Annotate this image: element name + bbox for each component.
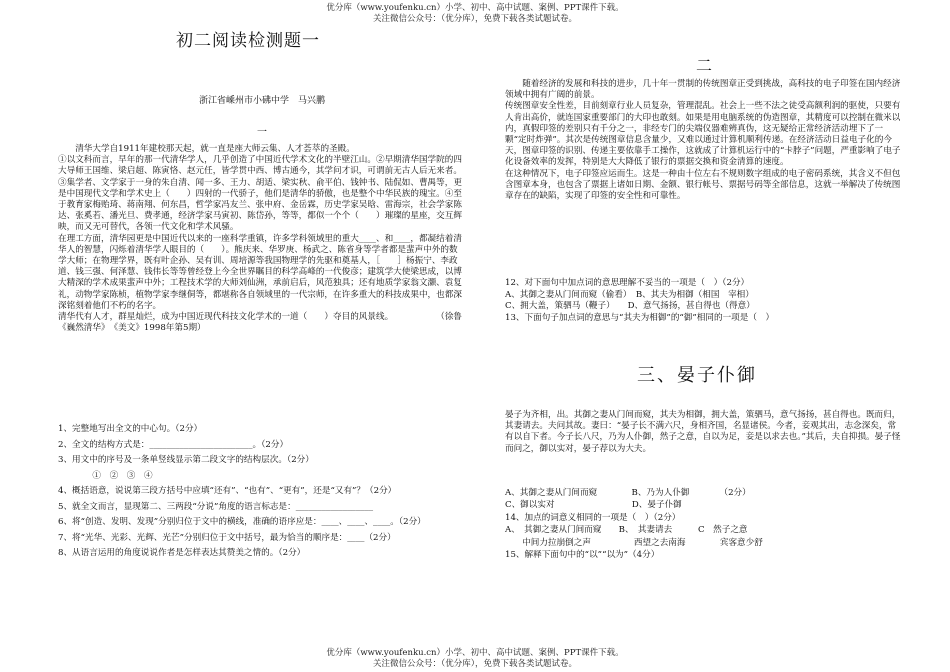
right-questions-b — [505, 487, 903, 561]
section-three-heading: 三、晏子仆御 — [637, 365, 757, 386]
question-13: A、 其御之妻从门间而窥 B、 其妻请去 C 然子之意 — [505, 525, 748, 536]
left-questions — [58, 422, 466, 562]
left-column — [58, 0, 471, 640]
question-6: 6、将“创造、发明、发现”分别归位于文中的横线，准确的语序应是：____、____、____。（2分） — [58, 517, 426, 527]
passage-two — [505, 79, 903, 202]
footer-line-2: 关注微信公众号：（优分库），免费下载各类试题试卷。 — [372, 659, 577, 669]
classical-text: 晏子为齐相，出。其御之妻从门间而窥，其夫为相御，拥大盖，策驷马，意气扬扬，甚自得也。既而归，其妻请去。夫问其故。妻曰：“晏子长不满六尺，身相齐国，名显诸侯。今者，妾观其出，志念深矣，常有以自下者。今子长八尺，乃为人仆御，然子之意，自以为足，妾是以求去也。”其后，夫自抑损。晏子怪而问之，御以实对，晏子荐以为大夫。 — [505, 410, 901, 454]
question-10: A、其御之妻从门间而窥（偷看） B、其夫为相御（相国 宰相） — [505, 289, 754, 300]
right-questions-a — [505, 278, 903, 324]
question-11: 13、下面句子加点词的意思与“其夫为相御”的“御”相同的一项是（ ） — [505, 312, 775, 323]
header-line-2: 关注微信公众号：（优分库），免费下载各类试题试卷。 — [372, 14, 577, 24]
passage-two-p2: 传统图章安全性差，目前刻章行业人员复杂，管理混乱。社会上一些不法之徒受高额利润的驱使，只要有人肯出高价，就连国家重要部门的大印也敢刻。如果是用电脑系统的伪造图章，其精度可以控制在微米以内，真假印签的差别只有千分之一，非经专门的尖端仪器难辨真伪，这无疑给正常经济活动埋下了一颗“定时炸弹”。其次是传统图章信息含量少，又难以通过计算机顺利传递。在经济活动日益电子化的今天，图章印签的识别、传递主要依靠手工操作，这就成了计算机运行中的“卡脖子”问题，严重影响了电子化设备效率的发挥，特别是大大降低了银行的票据交换和资金清算的速度。 — [505, 101, 901, 168]
section-one-heading: 一 — [257, 127, 267, 138]
page-title: 初二阅读检测题一 — [176, 31, 320, 51]
passage-one-p2: ①以文科而言，早年的那一代清华学人，几乎创造了中国近代学术文化的半壁江山。②早期清华国学院的四大导师王国维、梁启超、陈寅恪、赵元任，皆学贯中西、博古通今，其学问才识，可谓前无古人后无来者。③集学者、文学家于一身的朱自清、闻一多、王力、胡适、梁实秋、俞平伯、钱钟书、陆侃如、曹禺等，更是中国现代文学和学术史上（ ）四射的一代骄子，他们是清华的骄傲，也是整个中华民族的瑰宝。④至于教育家梅贻琦、蒋南翔、何东昌，哲学家冯友兰、张申府、金岳霖，历史学家吴晗、雷海宗，社会学家陈达、张奚若、潘光旦、费孝通，经济学家马寅初、陈岱孙，等等，都似一个个（ ）璀璨的星座，交互辉映，而又无可替代，各领一代文化和学术风骚。 — [58, 155, 462, 233]
question-3-options: ① ② ③ ④ — [58, 470, 153, 481]
passage-one-p1: 清华大学自1911年建校那天起，就一直是座大师云集、人才荟萃的圣殿。 — [58, 144, 355, 154]
question-12-cd: 14、加点的词意义相同的一项是（ ）（2分） — [505, 512, 681, 523]
passage-one-p4: 清华代有人才，群星灿烂，成为中国近现代科技文化学术的一道（ ）夺目的风景线。 （徐鲁 《巍然清华》 《美文》1998年第5期） — [58, 312, 471, 334]
question-10-blanks: C、拥大盖，策驷马（鞭子） D、意气扬扬，甚自得也（得意） — [505, 301, 755, 312]
question-13-cd: 15、解释下面句中的“以”“以为”（4分） — [505, 550, 660, 561]
author-line: 浙江省嵊州市小砩中学 马兴鹏 — [198, 96, 325, 106]
question-7: 7、将“光华、光彩、光辉、光芒”分别归位于文中括号，最为恰当的顺序是：____（2分） — [58, 532, 396, 543]
question-13-ab: 中间力拉崩倒之声 西望之去南海 宾客意少舒 — [505, 537, 763, 548]
header-line-1: 优分库（www.youfenku.cn）小学、初中、高中试题、案例、PPT课件下载。 — [326, 3, 624, 13]
passage-two-p3: 在这种情况下，电子印签应运而生。这是一种由十位左右不规则数字组成的电子密码系统，其含义不但包含图章本身，也包含了票据上诸如日期、金额、银行帐号、票据号码等全部信息，这就一举解决了传统图章存在的缺陷，实现了印签的安全性和可靠性。 — [505, 168, 901, 202]
question-12: A、其御之妻从门间而窥 B、乃为人仆御 （2分） — [505, 488, 751, 498]
question-4: 4、概括语意，说说第三段方括号中应填“还有”、“也有”、“更有”，还是“又有”？（2分） — [58, 486, 397, 496]
question-8: 8、从语言运用的角度说说作者是怎样表达其赞美之情的。（2分） — [58, 548, 306, 558]
question-9: 12、对下面句中加点词的意思理解不妥当的一项是（ ）（2分） — [505, 278, 750, 288]
passage-one — [58, 144, 471, 334]
section-two-heading: 二 — [695, 56, 712, 75]
passage-two-p1: 随着经济的发展和科技的进步，几十年一贯制的传统图章正受到挑战，高科技的电子印签在国内经济领域中拥有广阔的前景。 — [505, 79, 901, 101]
question-12-ab: C、御以实对 D、晏子仆御 — [505, 500, 682, 511]
question-3: 3、用文中的序号及一条单竖线显示第二段文字的结构层次。（2分） — [58, 455, 314, 465]
question-2: 2、全文的结构方式是：________________________。（2分） — [58, 439, 289, 450]
question-5: 5、就全文而言，显现第二、三两段“分说”角度的语言标志是：__________________ — [58, 501, 374, 512]
question-1: 1、完整地写出全文的中心句。（2分） — [58, 424, 203, 434]
right-column — [505, 0, 903, 640]
footer-line-1: 优分库（www.youfenku.cn）小学、初中、高中试题、案例、PPT课件下载。 — [326, 648, 624, 658]
passage-one-p3: 在理工方面，清华园更是中国近代以来的一座科学重镇，许多学科领域里的重大____、和____，都凝结着清华人的智慧，闪烁着清华学人眼目的（ ）。熊庆来、华罗庚、杨武之、陈省身等学者都是蜚声中外的数学大师；在物理学界，既有叶企孙、吴有训、周培源等我国物理学的先驱和奠基人，［ ］杨振宁、李政道、钱三强、何泽慧、钱伟长等等曾经登上今全世界瞩目的科学高峰的一代俊彦；建筑学大使梁思成，以博大精深的学术成果蜚声中外；工程技术学的大师刘仙洲，承前启后，风范独具；还有地质学家翁文灏、袁复礼，动物学家陈桢，植物学家李继侗等，都堪称各自领域里的一代宗师，在许多重大的科技成果中，也都深深铭刻着他们不朽的名字。 — [58, 233, 462, 311]
